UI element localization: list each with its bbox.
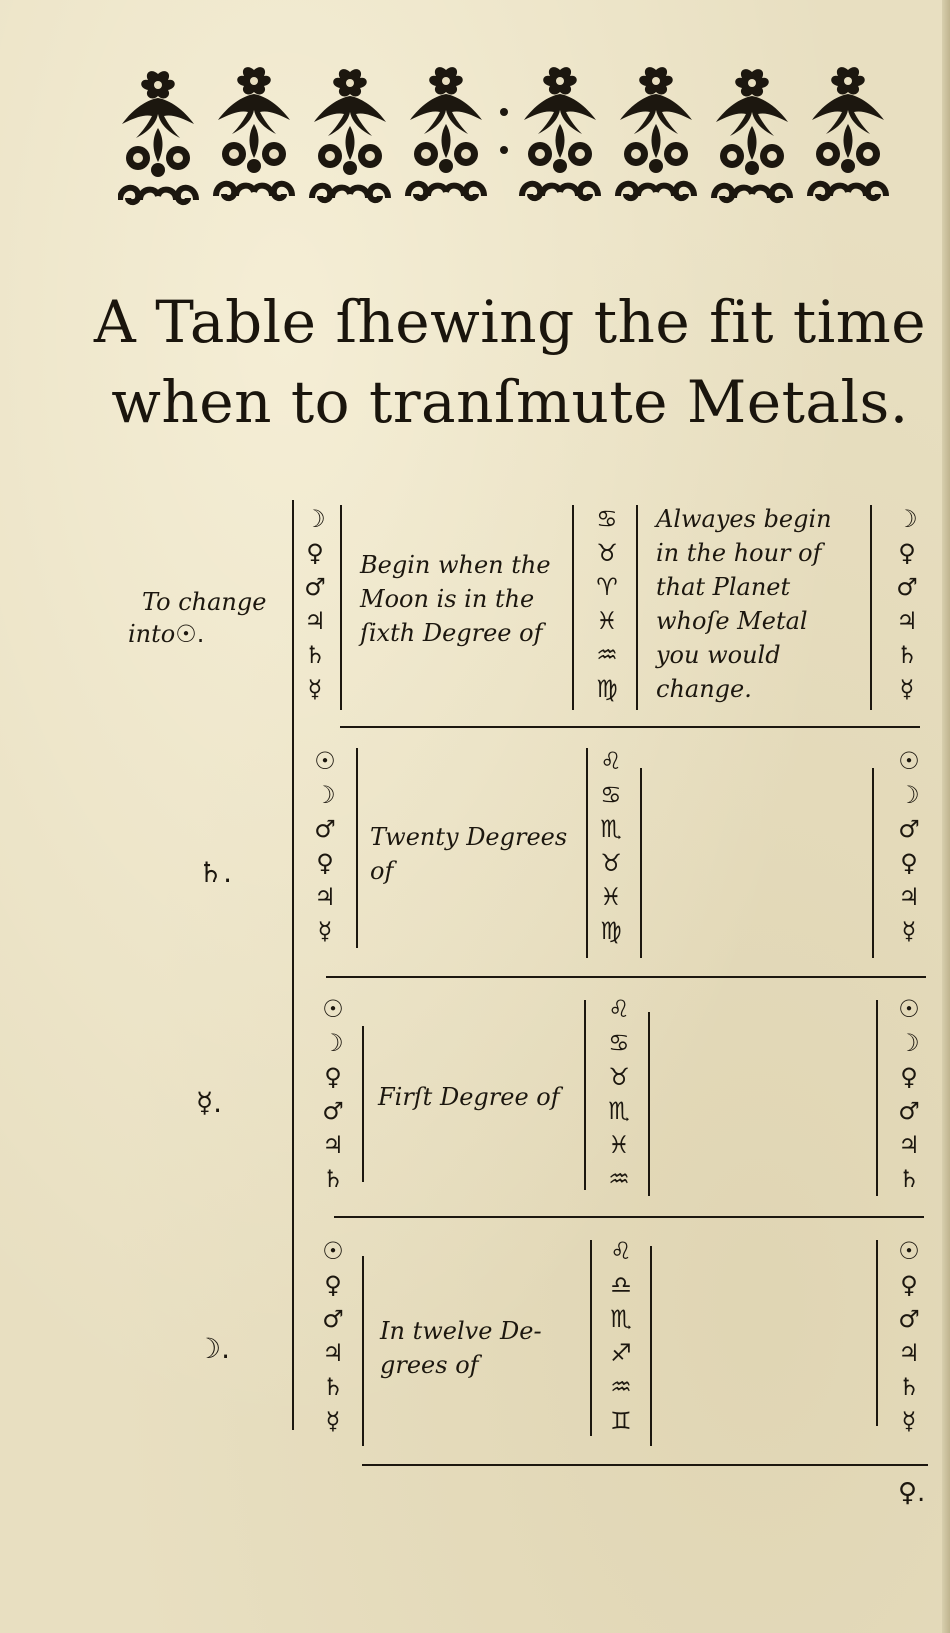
row3-rule xyxy=(648,1012,650,1196)
planet-symbol: ☽ xyxy=(304,505,326,533)
planet-symbol: ♀ xyxy=(306,539,324,567)
row2-degree-text xyxy=(370,820,567,888)
row2-rule xyxy=(872,768,874,958)
text-line: Begin when the xyxy=(360,551,551,579)
sign-symbol: ♌ xyxy=(610,1237,632,1265)
text-line: Firſt Degree of xyxy=(378,1083,560,1111)
sign-symbol: ♈ xyxy=(596,573,618,601)
text-line: that Planet xyxy=(656,573,791,601)
target-saturn-lead: ♄. xyxy=(198,856,233,889)
row1-planets-left xyxy=(298,502,332,706)
planet-symbol: ♀ xyxy=(900,849,918,877)
planet-symbol: ♀ xyxy=(316,849,334,877)
sign-symbol: ♋ xyxy=(596,505,618,533)
sign-symbol: ♓ xyxy=(596,607,618,635)
row1-rule xyxy=(340,505,342,710)
row-divider xyxy=(340,726,920,728)
planet-symbol: ♂ xyxy=(898,1097,920,1125)
to-change-label: To change xyxy=(142,588,267,616)
gold-sun-icon: ☉. xyxy=(175,620,205,648)
row3-rule xyxy=(876,1000,878,1196)
planet-symbol: ♃ xyxy=(898,1131,920,1159)
catchword: ♀. xyxy=(898,1478,926,1508)
planet-symbol: ☽ xyxy=(314,781,336,809)
page-edge xyxy=(942,0,950,1633)
planet-symbol: ♂ xyxy=(898,1305,920,1333)
sign-symbol: ♊ xyxy=(610,1407,632,1435)
row4-rule xyxy=(590,1240,592,1436)
target-moon-silver: ☽. xyxy=(196,1332,231,1365)
text-line: Moon is in the xyxy=(360,585,535,613)
row2-planets-right xyxy=(892,744,926,948)
sign-symbol: ♍ xyxy=(596,675,618,703)
row1-rule xyxy=(636,505,638,710)
text-line: of xyxy=(370,857,394,885)
planet-symbol: ☽ xyxy=(322,1029,344,1057)
row3-rule xyxy=(584,1000,586,1190)
sign-symbol: ♓ xyxy=(608,1131,630,1159)
row-divider xyxy=(326,976,926,978)
planet-symbol: ☽ xyxy=(896,505,918,533)
planet-symbol: ♃ xyxy=(896,607,918,635)
text-line: ſixth Degree of xyxy=(360,619,543,647)
planet-symbol: ♃ xyxy=(322,1131,344,1159)
row3-signs xyxy=(602,992,636,1196)
planet-symbol: ♄ xyxy=(304,641,326,669)
sign-symbol: ♏ xyxy=(608,1097,630,1125)
row2-rule xyxy=(356,748,358,948)
planet-symbol: ♄ xyxy=(322,1373,344,1401)
planet-symbol: ♄ xyxy=(896,641,918,669)
planet-symbol: ☿ xyxy=(901,1407,917,1435)
planet-symbol: ☽ xyxy=(898,1029,920,1057)
planet-symbol: ♀ xyxy=(900,1063,918,1091)
planet-symbol: ♀ xyxy=(898,539,916,567)
row1-rule xyxy=(870,505,872,710)
row2-rule xyxy=(586,748,588,958)
planet-symbol: ♃ xyxy=(898,1339,920,1367)
planet-symbol: ☽ xyxy=(898,781,920,809)
target-mercury-quicksilver: ☿. xyxy=(196,1086,223,1119)
planet-symbol: ♀ xyxy=(324,1271,342,1299)
text-line: In twelve De- xyxy=(380,1317,542,1345)
planet-symbol: ☉ xyxy=(314,747,336,775)
planet-symbol: ♂ xyxy=(304,573,326,601)
text-line: you would xyxy=(656,641,781,669)
planet-symbol: ♄ xyxy=(898,1165,920,1193)
sign-symbol: ♌ xyxy=(608,995,630,1023)
sign-symbol: ♋ xyxy=(608,1029,630,1057)
row4-degree-text xyxy=(380,1314,542,1382)
row4-rule xyxy=(876,1240,878,1426)
planet-symbol: ☉ xyxy=(322,995,344,1023)
floral-ornament-icon xyxy=(118,62,922,212)
planet-symbol: ♂ xyxy=(322,1097,344,1125)
row3-planets-right xyxy=(892,992,926,1196)
row4-rule xyxy=(650,1246,652,1446)
sign-symbol: ♏ xyxy=(600,815,622,843)
planet-symbol: ☉ xyxy=(898,747,920,775)
row4-signs xyxy=(604,1234,638,1438)
sign-symbol: ♓ xyxy=(600,883,622,911)
planet-symbol: ♃ xyxy=(314,883,336,911)
sign-symbol: ♋ xyxy=(600,781,622,809)
sign-symbol: ♒ xyxy=(596,641,618,669)
row2-rule xyxy=(640,768,642,958)
sign-symbol: ♉ xyxy=(596,539,618,567)
planet-symbol: ☉ xyxy=(898,995,920,1023)
text-line: in the hour of xyxy=(656,539,822,567)
sign-symbol: ♐ xyxy=(610,1339,632,1367)
row1-rule xyxy=(572,505,574,710)
row2-planets-left xyxy=(308,744,342,948)
planet-symbol: ♃ xyxy=(304,607,326,635)
planet-symbol: ♃ xyxy=(322,1339,344,1367)
planet-symbol: ♂ xyxy=(896,573,918,601)
sign-symbol: ♍ xyxy=(600,917,622,945)
row3-rule xyxy=(362,1026,364,1182)
into-text: into xyxy=(128,620,176,648)
planet-symbol: ☿ xyxy=(899,675,915,703)
planet-symbol: ♂ xyxy=(898,815,920,843)
sign-symbol: ♏ xyxy=(610,1305,632,1333)
sign-symbol: ♎ xyxy=(610,1271,632,1299)
planet-symbol: ☉ xyxy=(898,1237,920,1265)
table-bottom-rule xyxy=(362,1464,928,1466)
row1-degree-text xyxy=(360,548,551,650)
text-line: Twenty Degrees xyxy=(370,823,568,851)
text-line: change. xyxy=(656,675,752,703)
planet-symbol: ♀ xyxy=(324,1063,342,1091)
page-title-line-1: A Table ſhewing the fit time xyxy=(93,288,927,356)
sign-symbol: ♉ xyxy=(608,1063,630,1091)
text-line: whoſe Metal xyxy=(656,607,808,635)
sign-symbol: ♒ xyxy=(608,1165,630,1193)
into-label xyxy=(128,620,204,648)
planet-symbol: ♂ xyxy=(314,815,336,843)
planet-symbol: ☿ xyxy=(901,917,917,945)
row4-rule xyxy=(362,1256,364,1446)
planet-symbol: ☉ xyxy=(322,1237,344,1265)
planet-symbol: ♄ xyxy=(898,1373,920,1401)
row1-planets-right xyxy=(890,502,924,706)
planet-symbol: ☿ xyxy=(325,1407,341,1435)
page-title-line-2: when to tranſmute Metals. xyxy=(111,368,909,436)
text-line: Alwayes begin xyxy=(656,505,832,533)
sign-symbol: ♒ xyxy=(610,1373,632,1401)
table-left-rule xyxy=(292,500,294,1430)
row1-signs xyxy=(590,502,624,706)
planet-symbol: ♃ xyxy=(898,883,920,911)
text-line: grees of xyxy=(380,1351,479,1379)
sign-symbol: ♌ xyxy=(600,747,622,775)
planet-symbol: ♀ xyxy=(900,1271,918,1299)
row4-planets-right xyxy=(892,1234,926,1438)
planet-symbol: ♂ xyxy=(322,1305,344,1333)
row4-planets-left xyxy=(316,1234,350,1438)
row-divider xyxy=(334,1216,924,1218)
planet-symbol: ☿ xyxy=(317,917,333,945)
row1-note xyxy=(656,502,858,706)
row3-planets-left xyxy=(316,992,350,1196)
planet-symbol: ♄ xyxy=(322,1165,344,1193)
row3-degree-text xyxy=(378,1080,560,1114)
row2-signs xyxy=(594,744,628,948)
sign-symbol: ♉ xyxy=(600,849,622,877)
planet-symbol: ☿ xyxy=(307,675,323,703)
